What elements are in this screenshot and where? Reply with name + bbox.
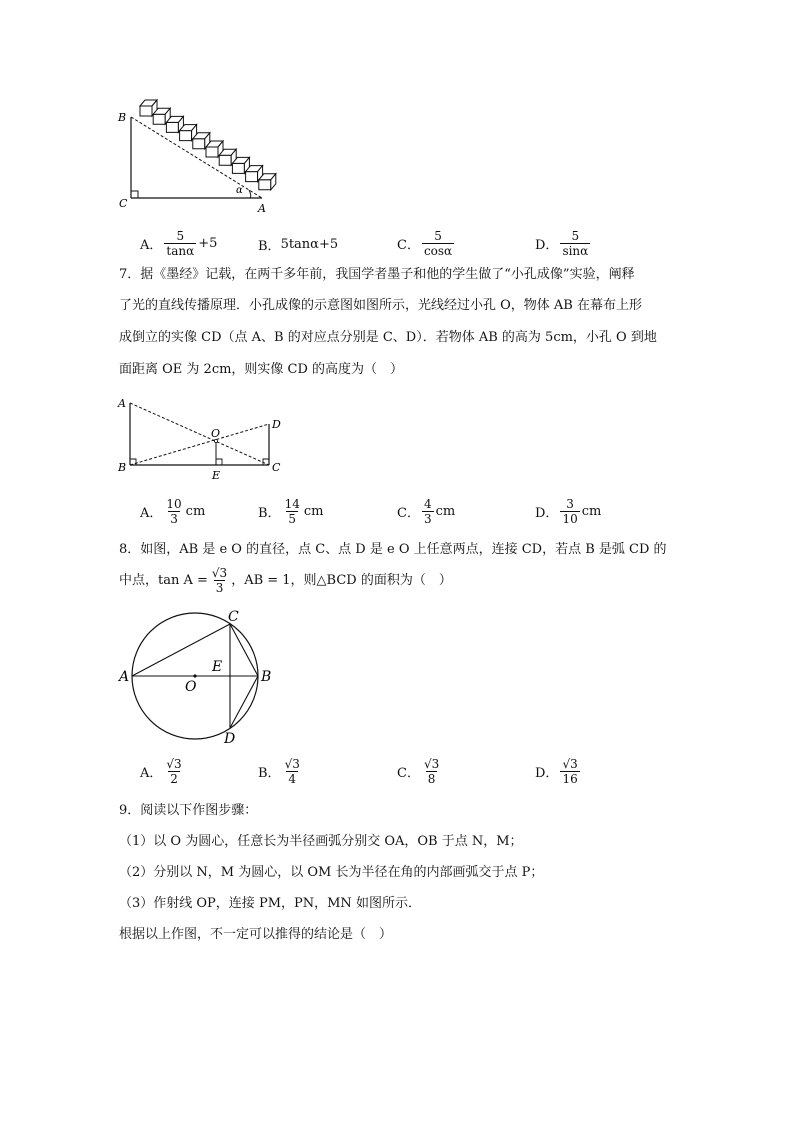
fraction [560, 757, 579, 786]
stair-step [153, 114, 165, 124]
option-text: 5tanα+5 [280, 237, 339, 252]
label-c: C [228, 609, 239, 625]
q7-option-b [258, 497, 323, 526]
fraction [210, 566, 229, 595]
denominator: tanα [166, 244, 195, 258]
staircase-figure [110, 95, 290, 215]
option-letter: D． [535, 506, 559, 521]
fraction [164, 229, 196, 258]
stair-step [166, 122, 178, 132]
denominator: sinα [562, 244, 589, 258]
numerator: 14 [284, 497, 300, 511]
denominator: 3 [215, 581, 224, 595]
q9-line-2: （1）以 O 为圆心，任意长为半径画弧分别交 OA，OB 于点 N，M； [119, 834, 523, 849]
label-a: A [258, 202, 266, 215]
label-e: E [212, 469, 221, 482]
q7-line-4: 面距离 OE 为 2cm，则实像 CD 的高度为（ ） [119, 362, 404, 377]
q9-line-4: （3）作射线 OP，连接 PM，PN，MN 如图所示． [119, 896, 421, 911]
stair-step [232, 163, 244, 173]
q6-option-a [140, 229, 217, 258]
stair-step [180, 131, 192, 141]
fraction [422, 229, 454, 258]
option-unit: cm [185, 504, 206, 519]
pinhole-figure [110, 390, 300, 485]
fraction [422, 757, 441, 786]
option-unit: cm [435, 504, 456, 519]
label-d: D [224, 731, 236, 747]
stair-step [259, 180, 271, 190]
label-c: C [119, 197, 128, 210]
label-alpha: α [236, 185, 243, 196]
q7-option-d [535, 497, 601, 526]
q8-line-1: 8．如图，AB 是 e O 的直径，点 C、点 D 是 e O 上任意两点，连接 CD，若点 B 是弧 CD 的 [119, 542, 667, 557]
option-letter: D． [535, 766, 559, 781]
option-letter: C． [397, 766, 420, 781]
denominator: 2 [170, 772, 178, 786]
denominator: 5 [288, 512, 297, 526]
numerator: √3 [423, 757, 440, 771]
option-unit: cm [581, 504, 602, 519]
q9-line-5: 根据以上作图，不一定可以推得的结论是（ ） [119, 927, 393, 942]
q6-option-d [535, 229, 592, 258]
option-letter: C． [397, 238, 420, 253]
option-letter: B． [258, 766, 281, 781]
fraction [560, 497, 579, 526]
denominator: 8 [427, 772, 436, 786]
stair-step [193, 139, 205, 149]
q8-option-d [535, 757, 582, 786]
label-b: B [261, 669, 272, 685]
q6-option-b [258, 235, 338, 254]
denominator: 16 [562, 772, 578, 786]
stair-step [140, 106, 152, 116]
fraction [164, 757, 183, 786]
numerator: √3 [284, 757, 300, 771]
label-c: C [272, 461, 281, 474]
option-unit: cm [303, 504, 324, 519]
denominator: 10 [562, 512, 578, 526]
q7-line-2: 了光的直线传播原理．小孔成像的示意图如图所示，光线经过小孔 O，物体 AB 在幕布上形 [119, 298, 642, 313]
q9-line-3: （2）分别以 N，M 为圆心，以 OM 长为半径在角的内部画弧交于点 P； [119, 865, 544, 880]
stair-step [219, 155, 231, 165]
fraction [422, 497, 434, 526]
q6-option-c [397, 229, 456, 258]
option-letter: A． [140, 506, 163, 521]
option-letter: D． [535, 238, 559, 253]
circle-figure [115, 605, 285, 750]
denominator: cosα [423, 244, 453, 258]
denominator: 3 [423, 512, 432, 526]
label-b: B [118, 461, 127, 474]
q9-line-1: 9．阅读以下作图步骤： [119, 803, 258, 818]
stair-step [246, 172, 258, 182]
label-b: B [118, 111, 127, 124]
option-letter: A． [140, 766, 163, 781]
label-o: O [211, 427, 221, 440]
q8-line-2 [119, 566, 452, 595]
label-o: O [185, 679, 197, 695]
option-suffix: +5 [198, 236, 218, 251]
fraction [283, 757, 302, 786]
numerator: 5 [176, 229, 185, 243]
label-a: A [118, 397, 126, 410]
denominator: 4 [288, 772, 297, 786]
denominator: 3 [170, 512, 178, 526]
numerator: √3 [562, 757, 578, 771]
numerator: 5 [571, 229, 580, 243]
option-letter: B． [258, 239, 281, 254]
q8-option-a [140, 757, 186, 786]
text-fragment: ，AB = 1，则△BCD 的面积为（ ） [231, 572, 452, 588]
q7-option-c [397, 497, 455, 526]
numerator: 10 [166, 497, 182, 511]
option-letter: A． [140, 238, 163, 253]
option-letter: B． [258, 506, 281, 521]
numerator: 4 [423, 497, 432, 511]
label-e: E [212, 659, 223, 675]
text-fragment: 中点，tan A = [119, 572, 208, 588]
numerator: 5 [434, 229, 442, 243]
numerator: 3 [566, 497, 574, 511]
fraction [283, 497, 302, 526]
q8-option-b [258, 757, 304, 786]
stair-step [206, 147, 218, 157]
numerator: √3 [166, 757, 182, 771]
fraction [560, 229, 590, 258]
label-d: D [272, 418, 281, 431]
q7-line-1: 7．据《墨经》记载，在两千多年前，我国学者墨子和他的学生做了“小孔成像”实验，阐释 [119, 267, 635, 282]
option-letter: C． [397, 506, 420, 521]
label-a: A [119, 669, 130, 685]
numerator: √3 [211, 566, 228, 580]
fraction [164, 497, 183, 526]
q7-option-a [140, 497, 205, 526]
q7-line-3: 成倒立的实像 CD（点 A、B 的对应点分别是 C、D）．若物体 AB 的高为 5cm，小孔 O 到地 [119, 330, 657, 345]
q8-option-c [397, 757, 443, 786]
